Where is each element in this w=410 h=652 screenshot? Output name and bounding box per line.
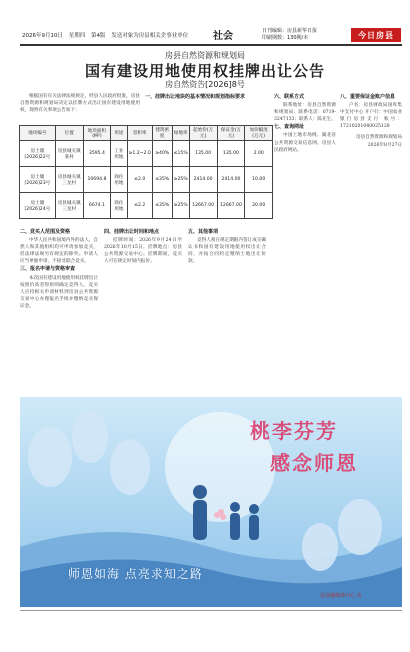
weekday: 星期四: [68, 33, 86, 39]
sponsor-line: 发送对象为房县相关企事业单位: [111, 33, 189, 39]
body-column-2: 四、挂牌出让时间和地点 挂牌时间：2026年9月24日至2026年10月15日。挂牌地点：房县公共资源交易中心。挂牌期间，竞买人可在规定时间内报价。: [104, 229, 182, 265]
issue-date: 2026年9月10日: [22, 33, 63, 39]
body-column-3: 五、其他事项 竞得人须在规定期限内签订成交确认书和国有建设用地使用权出让合同，并按合同约定缴纳土地出让价款。: [188, 229, 266, 265]
page-header: [0, 0, 410, 46]
section-1-column: [145, 93, 268, 123]
banner-subtitle: 感念师恩: [270, 451, 358, 475]
banner-credit: 房县融媒体中心 出: [320, 593, 362, 599]
banner-slogan: 师恩如海 点亮求知之路: [68, 567, 203, 581]
footer-rule: [20, 610, 402, 611]
signature-date: 2026年8月27日: [367, 142, 402, 148]
body-column-4: 六、联系方式 联系地址：房县自然资源和规划局；联系电话：0719-3247133；联系人：陈先生。 七、查询网址 中国土地市场网、湖北省公共资源交易信息网、房县人民政府网站。: [274, 94, 336, 153]
section-label: 社会: [213, 31, 233, 42]
teachers-day-banner: [20, 397, 402, 607]
issuing-org: 房县自然资源和规划局: [165, 51, 245, 60]
intro-paragraph: 根据国有有关法律法规规定，经县人民政府批准，房县自然资源和规划局决定以挂牌方式出让国有建设用地使用权，现将有关事项公告如下：: [20, 94, 140, 114]
section-1-heading: 一、挂牌出让地块的基本情况和规划指标要求: [145, 94, 246, 100]
table-row: 房土储[2026]24号 房县城关镇三龙村 6674.1 商住用地 ≤2.2 ≤35% ≥25% 12667.00 12667.00 20.00: [20, 193, 273, 219]
body-column-5: 八、重要保证金账户信息 户名：房县财政局国库集中支付中心 开户行：中国农业银行房县支行 账号：17210201040025128 房县自然资源和规划局 2026年8月27日: [340, 94, 402, 148]
table-header-row: 地块编号 位置 地块面积(M²) 用途 容积率 建筑密度 绿地率 起始价(万元) 保证金(万元) 加价幅度(万元): [20, 126, 273, 141]
signature: 房县自然资源和规划局: [356, 135, 402, 141]
header-meta: [22, 31, 192, 39]
notice-title: 国有建设用地使用权挂牌出让公告: [84, 62, 325, 80]
body-column-1: 二、竞买人范围及资格 中华人民共和国境内外的法人、自然人和其他组织均可申请参加竞买，但法律法规另有规定的除外。申请人应当单独申请，不接受联合竞买。 三、报名申请与资格审查 本次国有建设用地使用权挂牌出让按照价高者得原则确定竞得人。竞买人应持相关申请材料到房县公共资源交易中心办理报名手续并缴纳竞买保证金。: [20, 229, 98, 309]
header-rule: [20, 44, 402, 46]
page-number: 第4版: [91, 33, 106, 39]
document-number: 房自然资告[2026]8号: [165, 80, 245, 89]
editor-info: 日刊编辑：房县新华日报 印刷期数：130期/本: [262, 28, 318, 41]
newspaper-logo: 今日房县: [351, 28, 401, 42]
land-parcel-table: [19, 125, 273, 219]
table-row: 房土储[2026]23号 房县城关镇三龙村 10694.8 商住用地 ≤2.0 ≤35% ≥25% 2414.00 2414.00 10.00: [20, 167, 273, 193]
table-row: 房土储[2026]22号 房县城关镇某村 3595.4 工业用地 ≥1.2~2.0 ≥40% ≤15% 135.00 135.00 2.00: [20, 141, 273, 167]
banner-title: 桃李芬芳: [250, 419, 338, 443]
